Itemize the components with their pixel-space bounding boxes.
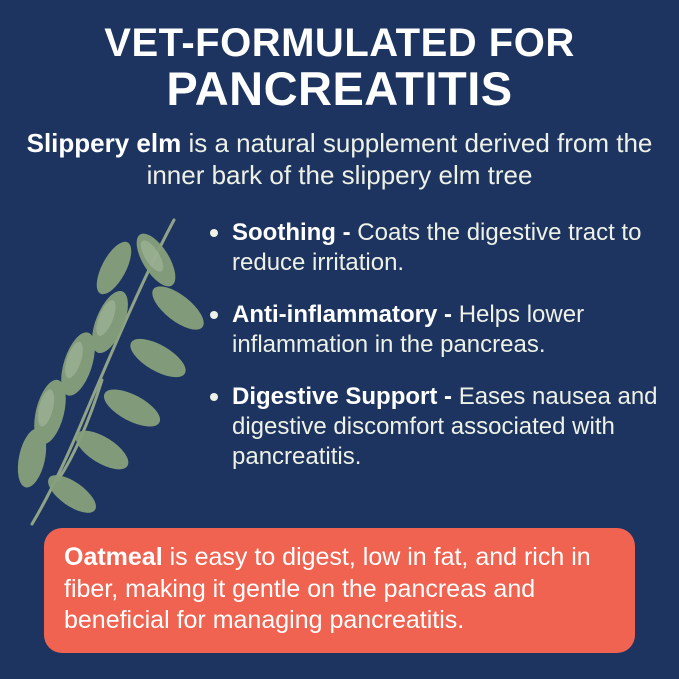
list-item bbox=[206, 218, 658, 278]
subtitle-lead: Slippery elm bbox=[26, 128, 182, 159]
list-item-text: Helps lower inflammation in the pancreas. bbox=[232, 301, 585, 358]
list-item bbox=[206, 382, 658, 472]
page-title bbox=[0, 0, 679, 114]
callout-text: is easy to digest, low in fat, and rich in fiber, making it gentle on the pancreas and beneficial for managing pancreatitis. bbox=[64, 543, 591, 634]
list-item-text: Coats the digestive tract to reduce irritation. bbox=[232, 219, 642, 276]
benefits-list bbox=[206, 218, 658, 494]
callout-lead: Oatmeal bbox=[64, 543, 163, 571]
list-item-title: Soothing - bbox=[232, 219, 358, 246]
list-item-title: Anti-inflammatory - bbox=[232, 301, 459, 328]
list-item-text: Eases nausea and digestive discomfort associated with pancreatitis. bbox=[232, 383, 658, 470]
headline-line-1: VET-FORMULATED FOR bbox=[104, 21, 575, 65]
olive-branch-leaves-icon bbox=[6, 212, 216, 532]
headline-line-2: PANCREATITIS bbox=[166, 62, 513, 116]
list-item bbox=[206, 300, 658, 360]
subtitle-rest: is a natural supplement derived from the inner bark of the slippery elm tree bbox=[146, 128, 653, 190]
callout-banner bbox=[44, 528, 635, 653]
list-item-title: Digestive Support - bbox=[232, 383, 459, 410]
subtitle bbox=[22, 128, 657, 191]
